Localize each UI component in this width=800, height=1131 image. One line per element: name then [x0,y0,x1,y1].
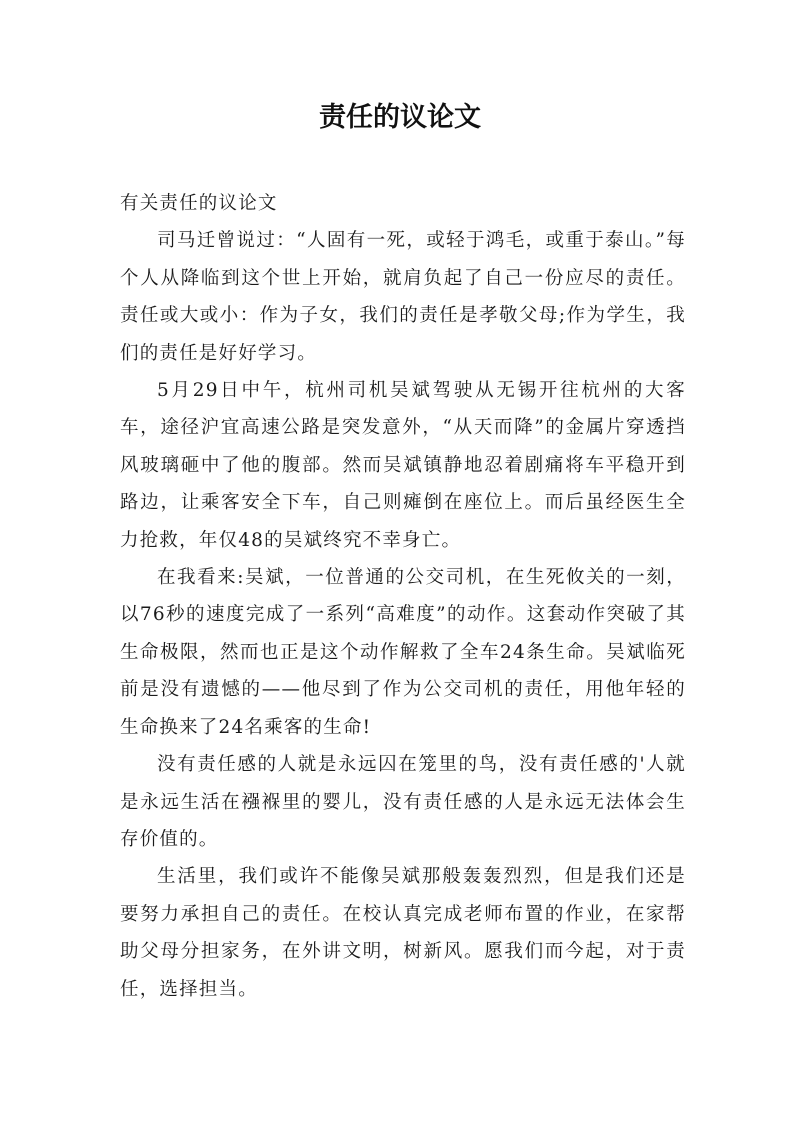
paragraph-1: 司马迁曾说过：“人固有一死，或轻于鸿毛，或重于泰山。”每个人从降临到这个世上开始，就肩负起了自己一份应尽的责任。责任或大或小：作为子女，我们的责任是孝敬父母;作为学生，我们的责任是好好学习。 [120,230,686,364]
document-body [120,185,686,1008]
paragraph-2: 5月29日中午，杭州司机吴斌驾驶从无锡开往杭州的大客车，途径沪宜高速公路是突发意外，“从天而降”的金属片穿透挡风玻璃砸中了他的腹部。然而吴斌镇静地忍着剧痛将车平稳开到路边，让乘客安全下车，自己则瘫倒在座位上。而后虽经医生全力抢救，年仅48的吴斌终究不幸身亡。 [120,380,686,551]
document-subtitle: 有关责任的议论文 [120,193,278,214]
paragraph-4: 没有责任感的人就是永远囚在笼里的鸟，没有责任感的'人就是永远生活在襁褓里的婴儿，没有责任感的人是永远无法体会生存价值的。 [120,754,686,850]
paragraph-5: 生活里，我们或许不能像吴斌那般轰轰烈烈，但是我们还是要努力承担自己的责任。在校认真完成老师布置的作业，在家帮助父母分担家务，在外讲文明，树新风。愿我们而今起，对于责任，选择担当。 [120,866,686,1000]
paragraph-3: 在我看来:吴斌，一位普通的公交司机，在生死攸关的一刻，以76秒的速度完成了一系列“高难度”的动作。这套动作突破了其生命极限，然而也正是这个动作解救了全车24条生命。吴斌临死前是没有遗憾的——他尽到了作为公交司机的责任，用他年轻的生命换来了24名乘客的生命! [120,567,686,738]
document-title: 责任的议论文 [319,102,481,133]
